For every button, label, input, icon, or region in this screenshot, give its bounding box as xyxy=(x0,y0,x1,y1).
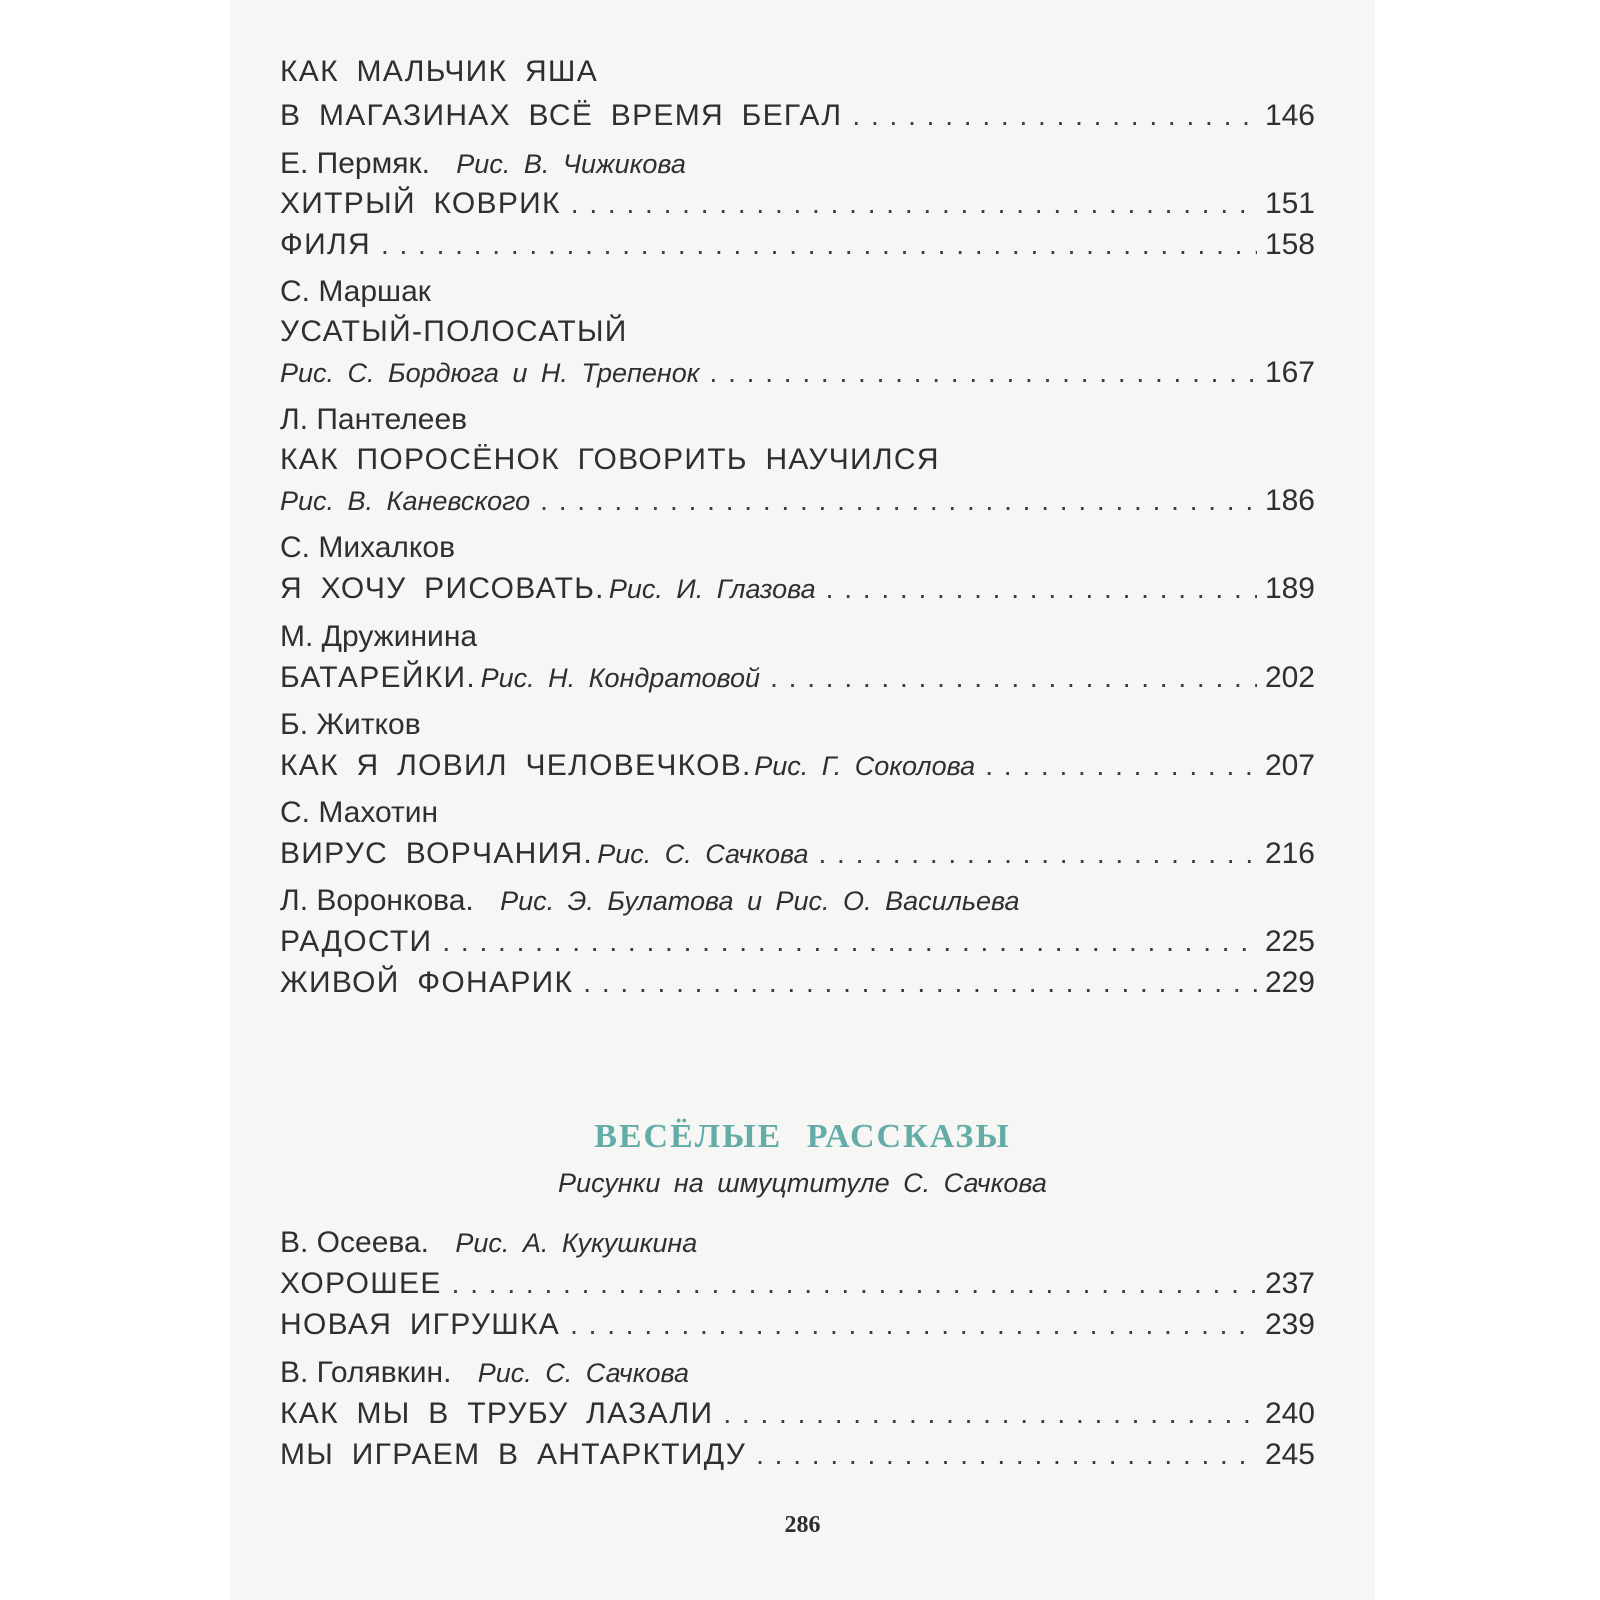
toc-illustrator: Рис. С. Бордюга и Н. Трепенок xyxy=(280,358,700,388)
book-page xyxy=(230,0,1375,1600)
dot-leader xyxy=(583,967,1257,999)
toc-author: В. Осеева. xyxy=(280,1226,430,1259)
page-number: 151 xyxy=(1264,187,1315,220)
toc-illustrator: Рис. А. Кукушкина xyxy=(455,1228,698,1258)
dot-leader xyxy=(756,1439,1257,1471)
toc-title: МЫ ИГРАЕМ В АНТАРКТИДУ xyxy=(280,1438,747,1471)
toc-illustrator: Рис. Н. Кондратовой xyxy=(480,663,761,693)
toc-title: БАТАРЕЙКИ. xyxy=(280,661,476,694)
page-number: 229 xyxy=(1264,966,1315,999)
toc-author-line xyxy=(280,1356,1315,1400)
toc-illustrator: Рис. В. Каневского xyxy=(280,486,531,516)
dot-leader xyxy=(826,573,1257,605)
toc-title: ЖИВОЙ ФОНАРИК xyxy=(280,966,574,999)
toc-title: НОВАЯ ИГРУШКА xyxy=(280,1308,561,1341)
toc-author-line xyxy=(280,403,1315,447)
toc-title: КАК ПОРОСЁНОК ГОВОРИТЬ НАУЧИЛСЯ xyxy=(280,443,940,476)
page-number: 237 xyxy=(1264,1267,1315,1300)
page-number: 146 xyxy=(1264,99,1315,132)
toc-entry xyxy=(280,966,1315,1010)
toc-entry xyxy=(280,1438,1315,1482)
toc-entry xyxy=(280,187,1315,231)
toc-title: РАДОСТИ xyxy=(280,925,433,958)
dot-leader xyxy=(818,838,1256,870)
toc-illustrator: Рис. С. Сачкова xyxy=(597,839,809,869)
toc-title: УСАТЫЙ-ПОЛОСАТЫЙ xyxy=(280,315,628,348)
toc-author: Б. Житков xyxy=(280,708,421,741)
page-number: 225 xyxy=(1264,925,1315,958)
toc-entry xyxy=(280,356,1315,400)
toc-author-line xyxy=(280,531,1315,575)
toc-author: С. Махотин xyxy=(280,796,439,829)
toc-entry xyxy=(280,661,1315,705)
page-number: 245 xyxy=(1264,1438,1315,1471)
dot-leader xyxy=(452,1268,1257,1300)
toc-author-line xyxy=(280,620,1315,664)
toc-author: М. Дружинина xyxy=(280,620,478,653)
toc-entry xyxy=(280,99,1315,143)
dot-leader xyxy=(540,485,1257,517)
toc-entry xyxy=(280,484,1315,528)
dot-leader xyxy=(381,229,1257,261)
dot-leader xyxy=(770,662,1257,694)
toc-illustrator: Рис. Э. Булатова и Рис. О. Васильева xyxy=(500,886,1020,916)
toc-title: Я ХОЧУ РИСОВАТЬ. xyxy=(280,572,605,605)
toc-title: КАК МЫ В ТРУБУ ЛАЗАЛИ xyxy=(280,1397,714,1430)
toc-title: ХИТРЫЙ КОВРИК xyxy=(280,187,561,220)
dot-leader xyxy=(723,1398,1257,1430)
page-number: 167 xyxy=(1264,356,1315,389)
toc-entry xyxy=(280,1267,1315,1311)
page-number: 189 xyxy=(1264,572,1315,605)
page-number: 216 xyxy=(1264,837,1315,870)
toc-entry xyxy=(280,228,1315,272)
toc-title: ФИЛЯ xyxy=(280,228,371,261)
toc-author-line xyxy=(280,884,1315,928)
dot-leader xyxy=(985,750,1257,782)
toc-title-line xyxy=(280,443,1315,487)
page-number: 207 xyxy=(1264,749,1315,782)
toc-author: Л. Пантелеев xyxy=(280,403,468,436)
page-number: 158 xyxy=(1264,228,1315,261)
dot-leader xyxy=(442,926,1257,958)
page-number: 239 xyxy=(1264,1308,1315,1341)
dot-leader xyxy=(571,188,1257,220)
page-number: 240 xyxy=(1264,1397,1315,1430)
dot-leader xyxy=(710,357,1257,389)
section-heading: ВЕСЁЛЫЕ РАССКАЗЫ xyxy=(594,1118,1011,1155)
toc-author-line xyxy=(280,275,1315,319)
toc-entry xyxy=(280,572,1315,616)
toc-entry xyxy=(280,925,1315,969)
toc-title: КАК МАЛЬЧИК ЯША xyxy=(280,55,599,88)
toc-title-line xyxy=(280,315,1315,359)
toc-title: ХОРОШЕЕ xyxy=(280,1267,442,1300)
section-subtitle: Рисунки на шмуцтитуле С. Сачкова xyxy=(558,1168,1047,1198)
toc-title: КАК Я ЛОВИЛ ЧЕЛОВЕЧКОВ. xyxy=(280,749,752,782)
toc-illustrator: Рис. Г. Соколова xyxy=(754,751,976,781)
toc-entry xyxy=(280,837,1315,881)
page-number: 202 xyxy=(1264,661,1315,694)
toc-author-line xyxy=(280,147,1315,191)
toc-author-line xyxy=(280,1226,1315,1270)
toc-author: С. Маршак xyxy=(280,275,431,308)
toc-entry xyxy=(280,1397,1315,1441)
toc-author-line xyxy=(280,708,1315,752)
dot-leader xyxy=(570,1309,1257,1341)
toc-illustrator: Рис. И. Глазова xyxy=(608,574,816,604)
toc-author: В. Голявкин. xyxy=(280,1356,452,1389)
toc-author: Л. Воронкова. xyxy=(280,884,474,917)
toc-title: ВИРУС ВОРЧАНИЯ. xyxy=(280,837,594,870)
page-number: 186 xyxy=(1264,484,1315,517)
toc-title: В МАГАЗИНАХ ВСЁ ВРЕМЯ БЕГАЛ xyxy=(280,99,843,132)
toc-entry xyxy=(280,749,1315,793)
toc-illustrator: Рис. В. Чижикова xyxy=(456,149,686,179)
page-folio: 286 xyxy=(784,1512,821,1538)
toc-illustrator: Рис. С. Сачкова xyxy=(477,1358,690,1388)
toc-author: Е. Пермяк. xyxy=(280,147,430,180)
toc-entry xyxy=(280,1308,1315,1352)
toc-author: С. Михалков xyxy=(280,531,456,564)
dot-leader xyxy=(852,100,1257,132)
toc-author-line xyxy=(280,796,1315,840)
toc-title-line xyxy=(280,55,1315,99)
